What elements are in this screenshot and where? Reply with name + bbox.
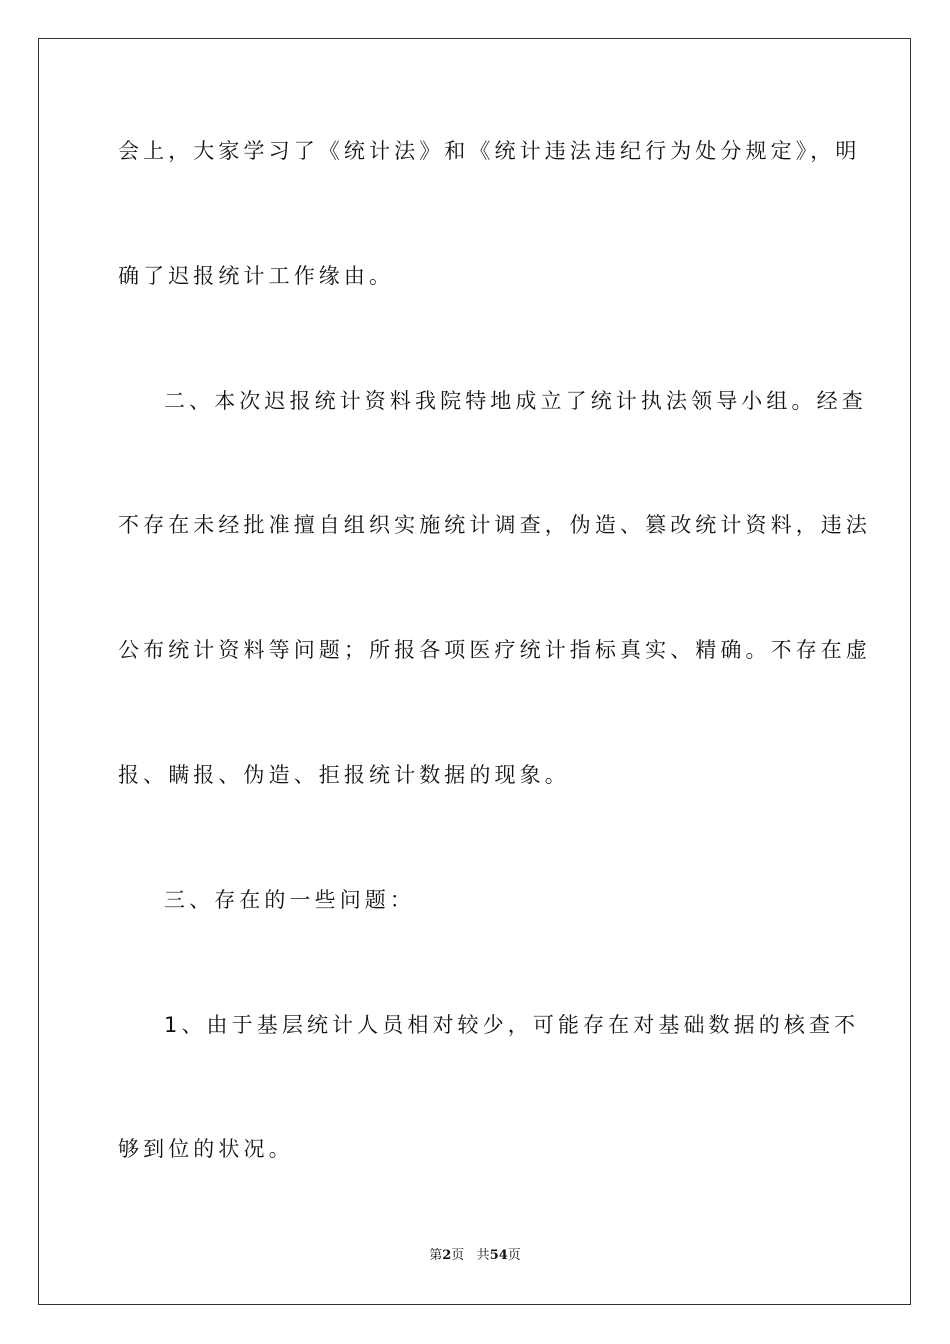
body-line-2: 确了迟报统计工作缘由。 (118, 264, 395, 288)
body-line-6: 报、瞒报、伪造、拒报统计数据的现象。 (118, 763, 570, 787)
current-page-number: 2 (442, 1248, 452, 1263)
total-page-count: 54 (489, 1248, 508, 1263)
body-line-5: 公布统计资料等问题；所报各项医疗统计指标真实、精确。不存在虚 (118, 638, 871, 662)
page-border (38, 38, 911, 1305)
footer-prefix: 第 (429, 1248, 443, 1263)
body-line-9: 够到位的状况。 (118, 1137, 294, 1161)
body-line-1: 会上，大家学习了《统计法》和《统计违法违纪行为处分规定》，明 (118, 139, 861, 163)
footer-total-suffix: 页 (507, 1248, 521, 1263)
body-line-7: 三、存在的一些问题： (164, 888, 415, 912)
body-line-8: 1、由于基层统计人员相对较少，可能存在对基础数据的核查不 (164, 1013, 860, 1037)
footer-total-prefix: 共 (476, 1248, 490, 1263)
body-line-3: 二、本次迟报统计资料我院特地成立了统计执法领导小组。经查 (164, 389, 867, 413)
page-footer (0, 1247, 950, 1265)
body-line-4: 不存在未经批准擅自组织实施统计调查，伪造、篡改统计资料，违法 (118, 513, 871, 537)
footer-page-suffix: 页 (451, 1248, 465, 1263)
